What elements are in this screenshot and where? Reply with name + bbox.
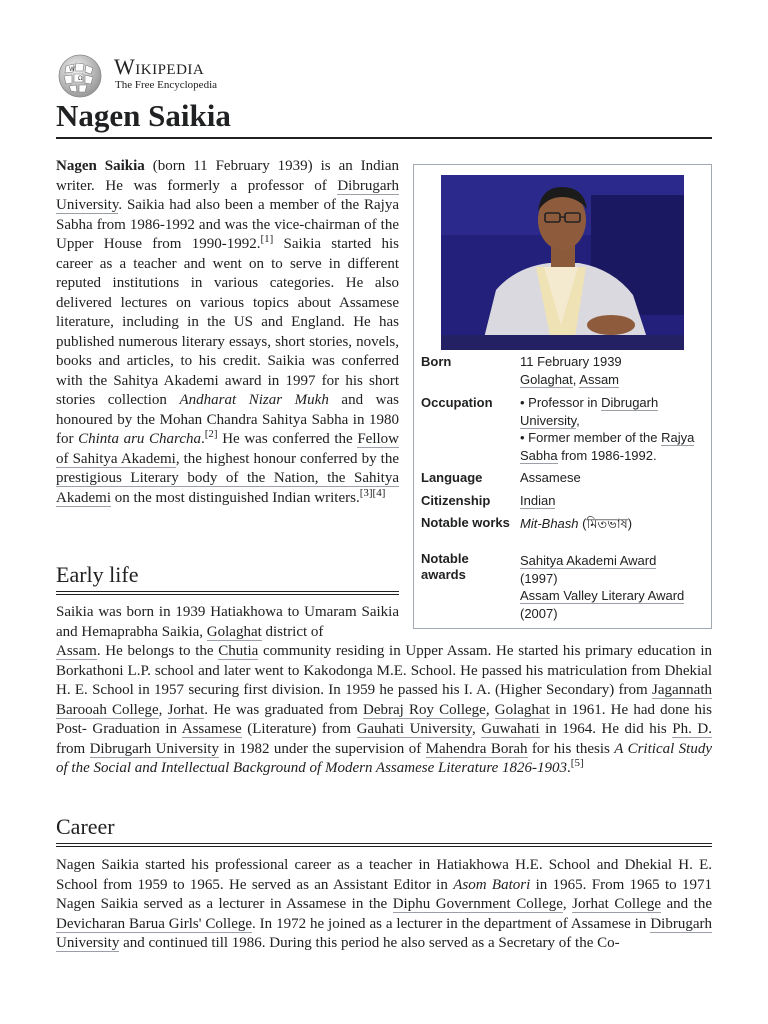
born-date: 11 February 1939 — [520, 354, 622, 369]
award-year: (1997) — [520, 570, 558, 586]
lead-text: , the highest honour conferred by the — [175, 450, 399, 467]
occupation-text: • Professor in — [520, 395, 602, 410]
lead-text: Saikia started his career as a teacher and went on to serve in different reputed institutions in various categories. He also delivered lectures on various topics about Assamese literature, including in the US and England. He has published numerous literary essays, short stories, novels, books and articles, to his credit. Saikia was conferred with the Sahitya Akademi award in 1997 for his short stories collection — [56, 236, 399, 408]
reference-1[interactable]: [1] — [260, 233, 274, 245]
infobox-value — [520, 353, 708, 388]
body-text: in 1982 under the supervision of — [218, 740, 426, 757]
infobox-value — [520, 551, 708, 622]
wikipedia-globe-icon[interactable] — [56, 54, 106, 98]
lead-text: (born 11 February 1939) is an Indian writer. He was formerly a professor of — [56, 158, 400, 194]
body-text: , — [485, 701, 495, 718]
page-title: Nagen Saikia — [56, 96, 712, 139]
body-text: from — [56, 740, 90, 757]
body-text: in 1961. He had done his Post- Graduation in — [56, 701, 713, 737]
body-text: for his thesis — [527, 740, 615, 757]
link-assam[interactable]: Assam — [579, 371, 620, 387]
career-paragraph — [56, 856, 712, 954]
link-mahendra-borah[interactable]: Mahendra Borah — [425, 740, 528, 757]
early-life-paragraph — [56, 603, 399, 642]
body-text: district of — [261, 623, 324, 640]
separator: , — [572, 371, 580, 387]
link-golaghat[interactable]: Golaghat — [494, 701, 550, 718]
link-fellow-sahitya-akademi[interactable]: Fellow of Sahitya Akademi — [56, 431, 399, 467]
body-text: and continued till 1986. During this period he also served as a Secretary of the Co- — [119, 935, 620, 951]
portrait-photo[interactable] — [441, 175, 684, 350]
lead-text: . Saikia had also been a member of the Rajya Sabha from 1986-1992 and was the vice-chairman of the Upper House from 1990-1992. — [56, 197, 399, 252]
lead-text: on the most distinguished Indian writers. — [110, 489, 360, 506]
link-sahitya-akademi-award[interactable]: Sahitya Akademi Award — [520, 553, 657, 568]
body-text: in 1964. He did his — [539, 721, 673, 737]
body-text: , — [158, 701, 168, 718]
svg-text:Ω: Ω — [78, 75, 83, 82]
link-assam[interactable]: Assam — [56, 643, 97, 659]
occupation-text: • Former member of the — [520, 430, 662, 445]
reference-5[interactable]: [5] — [570, 757, 584, 769]
body-text: . — [567, 760, 571, 776]
book-title: Chinta aru Charcha — [78, 431, 201, 447]
infobox — [413, 164, 712, 629]
wikipedia-tagline: The Free Encyclopedia — [115, 79, 218, 91]
infobox-label: Language — [421, 470, 483, 485]
link-dibrugarh-university[interactable]: Dibrugarh University — [56, 177, 399, 213]
section-heading-career: Career — [56, 813, 712, 847]
lead-paragraph — [56, 157, 399, 508]
infobox-label: Born — [421, 354, 452, 369]
body-text: . In 1972 he joined as a lecturer in the department of Assamese in — [252, 915, 651, 932]
lead-text: He was conferred the — [217, 431, 358, 447]
body-text: Nagen Saikia started his professional career as a teacher in Hatiakhowa H.E. School and Dhekial H. E. School from 1959 to 1965. He served as an Assistant Editor in — [56, 857, 712, 893]
link-jorhat-college[interactable]: Jorhat College — [572, 896, 661, 912]
infobox-value: Assamese — [520, 470, 581, 485]
reference-3-4[interactable]: [3][4] — [359, 486, 386, 499]
body-text: . He belongs to the — [96, 643, 219, 659]
svg-text:W: W — [69, 66, 75, 73]
body-text: in 1965. From 1965 to 1971 Nagen Saikia served as a lecturer in Assamese in the — [56, 876, 713, 912]
body-text: , — [562, 896, 573, 912]
infobox-label: Occupation — [421, 395, 493, 410]
body-text: . He was graduated from — [204, 701, 363, 718]
link-sahitya-akademi[interactable]: prestigious Literary body of the Nation, the Sahitya Akademi — [56, 470, 399, 506]
section-heading-early-life: Early life — [56, 561, 399, 595]
award-year: (2007) — [520, 605, 558, 621]
lead-text: and was honoured by the Mohan Chandra Sahitya Sabha in 1980 for — [56, 392, 399, 447]
body-text: community residing in Upper Assam. He started his primary education in Borkathoni L.P. school and later went to Kakodonga M.E. School. He passed his matriculation from Dhekial H. E. School in 1957 securing first division. In 1959 he passed his I. A. (Higher Secondary) from — [56, 643, 712, 698]
infobox-value — [520, 515, 708, 533]
occupation-text: from 1986-1992. — [557, 447, 657, 463]
infobox-label: Notable awards — [421, 551, 469, 582]
link-debraj-roy-college[interactable]: Debraj Roy College — [363, 701, 486, 718]
publication-title: Asom Batori — [453, 876, 531, 893]
link-golaghat[interactable]: Golaghat — [520, 371, 573, 387]
infobox-label: Citizenship — [421, 493, 491, 508]
link-jagannath-barooah-college[interactable]: Jagannath Barooah College — [56, 682, 712, 718]
link-phd[interactable]: Ph. D. — [672, 721, 712, 737]
body-text: , — [471, 721, 482, 737]
thesis-title: A Critical Study of the Social and Intellectual Background of Modern Assamese Literature 1826-1903 — [56, 740, 712, 776]
link-devicharan-barua-girls-college[interactable]: Devicharan Barua Girls' College — [56, 915, 253, 932]
work-title: Mit-Bhash — [520, 516, 579, 531]
link-dibrugarh-university[interactable]: Dibrugarh University — [520, 395, 659, 428]
link-chutia[interactable]: Chutia — [218, 643, 259, 659]
occupation-text: , — [576, 412, 580, 428]
infobox-value — [520, 492, 708, 510]
body-text: and the — [660, 896, 712, 912]
link-gauhati-university[interactable]: Gauhati University — [356, 721, 472, 737]
lead-text: . — [201, 431, 205, 447]
wikipedia-wordmark[interactable]: Wikipedia — [114, 54, 205, 79]
link-assam-valley-literary-award[interactable]: Assam Valley Literary Award — [520, 588, 685, 603]
link-indian[interactable]: Indian — [520, 493, 556, 508]
link-dibrugarh-university[interactable]: Dibrugarh University — [89, 740, 219, 757]
work-native-title: (মিতভাষ) — [578, 516, 633, 531]
link-diphu-government-college[interactable]: Diphu Government College — [392, 896, 563, 912]
link-jorhat[interactable]: Jorhat — [167, 701, 205, 718]
link-dibrugarh-university[interactable]: Dibrugarh University — [56, 915, 712, 951]
link-rajya-sabha[interactable]: Rajya Sabha — [520, 430, 695, 463]
infobox-value — [520, 394, 708, 464]
reference-2[interactable]: [2] — [204, 428, 218, 440]
book-title: Andharat Nizar Mukh — [179, 392, 329, 408]
early-life-paragraph-continued — [56, 642, 712, 779]
body-text: (Literature) from — [241, 721, 357, 737]
body-text: Saikia was born in 1939 Hatiakhowa to Umaram Saikia and Hemaprabha Saikia, — [56, 604, 399, 640]
link-guwahati[interactable]: Guwahati — [481, 721, 540, 737]
subject-name: Nagen Saikia — [56, 158, 145, 174]
link-assamese[interactable]: Assamese — [181, 721, 242, 737]
infobox-label: Notable works — [421, 515, 510, 530]
link-golaghat[interactable]: Golaghat — [206, 623, 262, 640]
